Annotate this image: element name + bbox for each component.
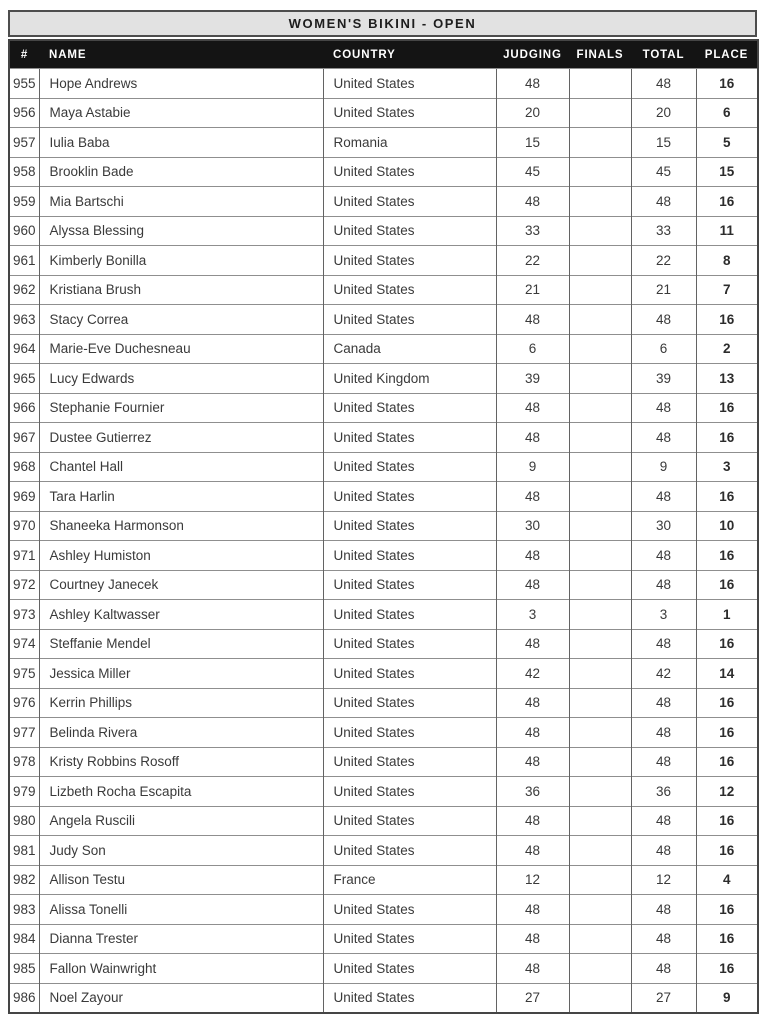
competitor-country: United States — [323, 983, 496, 1013]
finals-score — [569, 983, 631, 1013]
place-rank: 12 — [696, 777, 758, 807]
total-score: 48 — [631, 895, 696, 925]
finals-score — [569, 954, 631, 984]
total-score: 48 — [631, 423, 696, 453]
total-score: 30 — [631, 511, 696, 541]
place-rank: 3 — [696, 452, 758, 482]
competitor-name: Belinda Rivera — [39, 718, 323, 748]
competitor-country: France — [323, 865, 496, 895]
table-row — [9, 747, 758, 777]
competitor-country: United States — [323, 246, 496, 276]
table-row — [9, 157, 758, 187]
finals-score — [569, 541, 631, 571]
competitor-country: United States — [323, 836, 496, 866]
judging-score: 48 — [496, 747, 569, 777]
competitor-country: Canada — [323, 334, 496, 364]
total-score: 48 — [631, 747, 696, 777]
competitor-country: United States — [323, 187, 496, 217]
competitor-number: 962 — [9, 275, 39, 305]
judging-score: 22 — [496, 246, 569, 276]
finals-score — [569, 836, 631, 866]
competitor-name: Kristy Robbins Rosoff — [39, 747, 323, 777]
table-title-bar — [8, 10, 757, 37]
finals-score — [569, 216, 631, 246]
competitor-country: United States — [323, 541, 496, 571]
table-row — [9, 452, 758, 482]
place-rank: 15 — [696, 157, 758, 187]
competitor-name: Kristiana Brush — [39, 275, 323, 305]
judging-score: 48 — [496, 806, 569, 836]
place-rank: 5 — [696, 128, 758, 158]
table-row — [9, 836, 758, 866]
competitor-country: United States — [323, 718, 496, 748]
competitor-number: 970 — [9, 511, 39, 541]
judging-score: 48 — [496, 187, 569, 217]
table-row — [9, 334, 758, 364]
place-rank: 14 — [696, 659, 758, 689]
competitor-number: 983 — [9, 895, 39, 925]
table-row — [9, 806, 758, 836]
total-score: 48 — [631, 305, 696, 335]
competitor-country: United States — [323, 895, 496, 925]
place-rank: 16 — [696, 629, 758, 659]
competitor-number: 969 — [9, 482, 39, 512]
competitor-name: Lucy Edwards — [39, 364, 323, 394]
total-score: 48 — [631, 688, 696, 718]
competitor-country: United States — [323, 305, 496, 335]
competitor-number: 958 — [9, 157, 39, 187]
competitor-country: United States — [323, 570, 496, 600]
judging-score: 48 — [496, 954, 569, 984]
finals-score — [569, 747, 631, 777]
table-row — [9, 216, 758, 246]
place-rank: 16 — [696, 836, 758, 866]
judging-score: 9 — [496, 452, 569, 482]
place-rank: 16 — [696, 541, 758, 571]
competitor-number: 975 — [9, 659, 39, 689]
col-header-finals: FINALS — [569, 40, 631, 69]
judging-score: 48 — [496, 482, 569, 512]
competitor-name: Kimberly Bonilla — [39, 246, 323, 276]
finals-score — [569, 305, 631, 335]
total-score: 48 — [631, 482, 696, 512]
competitor-name: Chantel Hall — [39, 452, 323, 482]
total-score: 45 — [631, 157, 696, 187]
competitor-number: 967 — [9, 423, 39, 453]
competitor-name: Iulia Baba — [39, 128, 323, 158]
table-row — [9, 246, 758, 276]
competitor-number: 974 — [9, 629, 39, 659]
table-row — [9, 954, 758, 984]
place-rank: 16 — [696, 924, 758, 954]
judging-score: 45 — [496, 157, 569, 187]
competitor-number: 980 — [9, 806, 39, 836]
finals-score — [569, 659, 631, 689]
competitor-number: 960 — [9, 216, 39, 246]
place-rank: 16 — [696, 688, 758, 718]
total-score: 48 — [631, 629, 696, 659]
competitor-number: 981 — [9, 836, 39, 866]
finals-score — [569, 275, 631, 305]
table-row — [9, 629, 758, 659]
place-rank: 16 — [696, 747, 758, 777]
competitor-number: 978 — [9, 747, 39, 777]
table-row — [9, 777, 758, 807]
competitor-name: Ashley Kaltwasser — [39, 600, 323, 630]
col-header-country: COUNTRY — [323, 40, 496, 69]
judging-score: 48 — [496, 836, 569, 866]
col-header-judging: JUDGING — [496, 40, 569, 69]
results-table — [8, 39, 759, 1014]
finals-score — [569, 806, 631, 836]
place-rank: 7 — [696, 275, 758, 305]
judging-score: 48 — [496, 570, 569, 600]
table-row — [9, 364, 758, 394]
place-rank: 16 — [696, 393, 758, 423]
judging-score: 36 — [496, 777, 569, 807]
total-score: 22 — [631, 246, 696, 276]
competitor-country: United States — [323, 688, 496, 718]
table-row — [9, 924, 758, 954]
place-rank: 6 — [696, 98, 758, 128]
total-score: 48 — [631, 393, 696, 423]
competitor-country: United States — [323, 777, 496, 807]
table-body — [9, 69, 758, 1014]
total-score: 48 — [631, 541, 696, 571]
finals-score — [569, 98, 631, 128]
competitor-country: United States — [323, 423, 496, 453]
competitor-name: Brooklin Bade — [39, 157, 323, 187]
place-rank: 10 — [696, 511, 758, 541]
judging-score: 48 — [496, 895, 569, 925]
competitor-country: United States — [323, 747, 496, 777]
table-row — [9, 688, 758, 718]
judging-score: 3 — [496, 600, 569, 630]
competitor-number: 979 — [9, 777, 39, 807]
place-rank: 1 — [696, 600, 758, 630]
competitor-country: United States — [323, 659, 496, 689]
table-row — [9, 423, 758, 453]
competitor-name: Marie-Eve Duchesneau — [39, 334, 323, 364]
total-score: 12 — [631, 865, 696, 895]
total-score: 33 — [631, 216, 696, 246]
total-score: 48 — [631, 924, 696, 954]
competitor-number: 982 — [9, 865, 39, 895]
table-row — [9, 275, 758, 305]
competitor-name: Dianna Trester — [39, 924, 323, 954]
judging-score: 21 — [496, 275, 569, 305]
judging-score: 48 — [496, 423, 569, 453]
finals-score — [569, 511, 631, 541]
competitor-name: Kerrin Phillips — [39, 688, 323, 718]
competitor-number: 961 — [9, 246, 39, 276]
competitor-country: United States — [323, 954, 496, 984]
finals-score — [569, 629, 631, 659]
competitor-country: United States — [323, 452, 496, 482]
competitor-name: Mia Bartschi — [39, 187, 323, 217]
finals-score — [569, 364, 631, 394]
table-title: WOMEN'S BIKINI - OPEN — [288, 16, 477, 31]
competitor-country: United States — [323, 275, 496, 305]
finals-score — [569, 246, 631, 276]
finals-score — [569, 865, 631, 895]
judging-score: 42 — [496, 659, 569, 689]
total-score: 48 — [631, 836, 696, 866]
judging-score: 33 — [496, 216, 569, 246]
finals-score — [569, 157, 631, 187]
judging-score: 15 — [496, 128, 569, 158]
place-rank: 4 — [696, 865, 758, 895]
competitor-country: United States — [323, 482, 496, 512]
competitor-number: 964 — [9, 334, 39, 364]
finals-score — [569, 777, 631, 807]
table-row — [9, 895, 758, 925]
competitor-name: Hope Andrews — [39, 69, 323, 99]
col-header-place: PLACE — [696, 40, 758, 69]
place-rank: 16 — [696, 305, 758, 335]
total-score: 48 — [631, 718, 696, 748]
competitor-country: United States — [323, 157, 496, 187]
finals-score — [569, 423, 631, 453]
total-score: 27 — [631, 983, 696, 1013]
total-score: 48 — [631, 570, 696, 600]
judging-score: 48 — [496, 305, 569, 335]
total-score: 6 — [631, 334, 696, 364]
competitor-number: 957 — [9, 128, 39, 158]
competitor-name: Allison Testu — [39, 865, 323, 895]
competitor-number: 971 — [9, 541, 39, 571]
competitor-name: Shaneeka Harmonson — [39, 511, 323, 541]
competitor-country: United States — [323, 806, 496, 836]
finals-score — [569, 570, 631, 600]
table-row — [9, 659, 758, 689]
competitor-country: United States — [323, 216, 496, 246]
finals-score — [569, 452, 631, 482]
finals-score — [569, 334, 631, 364]
place-rank: 16 — [696, 895, 758, 925]
table-row — [9, 69, 758, 99]
competitor-name: Maya Astabie — [39, 98, 323, 128]
place-rank: 16 — [696, 423, 758, 453]
competitor-number: 973 — [9, 600, 39, 630]
competitor-number: 976 — [9, 688, 39, 718]
total-score: 20 — [631, 98, 696, 128]
place-rank: 16 — [696, 570, 758, 600]
place-rank: 16 — [696, 69, 758, 99]
finals-score — [569, 924, 631, 954]
total-score: 48 — [631, 954, 696, 984]
competitor-number: 968 — [9, 452, 39, 482]
competitor-number: 972 — [9, 570, 39, 600]
header-row — [9, 40, 758, 69]
competitor-country: United States — [323, 629, 496, 659]
judging-score: 27 — [496, 983, 569, 1013]
col-header-name: NAME — [39, 40, 323, 69]
competitor-name: Courtney Janecek — [39, 570, 323, 600]
place-rank: 16 — [696, 482, 758, 512]
judging-score: 48 — [496, 688, 569, 718]
judging-score: 20 — [496, 98, 569, 128]
total-score: 48 — [631, 806, 696, 836]
competitor-name: Lizbeth Rocha Escapita — [39, 777, 323, 807]
competitor-name: Jessica Miller — [39, 659, 323, 689]
competitor-name: Tara Harlin — [39, 482, 323, 512]
competitor-number: 965 — [9, 364, 39, 394]
competitor-country: United States — [323, 600, 496, 630]
judging-score: 39 — [496, 364, 569, 394]
judging-score: 30 — [496, 511, 569, 541]
competitor-name: Ashley Humiston — [39, 541, 323, 571]
table-row — [9, 541, 758, 571]
total-score: 39 — [631, 364, 696, 394]
total-score: 48 — [631, 187, 696, 217]
finals-score — [569, 688, 631, 718]
competitor-number: 984 — [9, 924, 39, 954]
judging-score: 48 — [496, 541, 569, 571]
competitor-country: United States — [323, 393, 496, 423]
competitor-name: Stacy Correa — [39, 305, 323, 335]
results-sheet — [8, 10, 757, 1014]
competitor-name: Angela Ruscili — [39, 806, 323, 836]
competitor-name: Stephanie Fournier — [39, 393, 323, 423]
competitor-number: 986 — [9, 983, 39, 1013]
place-rank: 8 — [696, 246, 758, 276]
total-score: 36 — [631, 777, 696, 807]
finals-score — [569, 393, 631, 423]
place-rank: 11 — [696, 216, 758, 246]
judging-score: 48 — [496, 393, 569, 423]
judging-score: 48 — [496, 69, 569, 99]
competitor-country: Romania — [323, 128, 496, 158]
competitor-name: Alissa Tonelli — [39, 895, 323, 925]
place-rank: 16 — [696, 954, 758, 984]
total-score: 15 — [631, 128, 696, 158]
competitor-number: 963 — [9, 305, 39, 335]
finals-score — [569, 187, 631, 217]
table-row — [9, 718, 758, 748]
competitor-number: 966 — [9, 393, 39, 423]
competitor-number: 977 — [9, 718, 39, 748]
judging-score: 6 — [496, 334, 569, 364]
place-rank: 16 — [696, 187, 758, 217]
competitor-country: United Kingdom — [323, 364, 496, 394]
judging-score: 48 — [496, 924, 569, 954]
total-score: 42 — [631, 659, 696, 689]
table-row — [9, 865, 758, 895]
competitor-number: 959 — [9, 187, 39, 217]
competitor-name: Steffanie Mendel — [39, 629, 323, 659]
competitor-country: United States — [323, 924, 496, 954]
judging-score: 48 — [496, 718, 569, 748]
table-row — [9, 511, 758, 541]
finals-score — [569, 128, 631, 158]
finals-score — [569, 482, 631, 512]
total-score: 48 — [631, 69, 696, 99]
total-score: 3 — [631, 600, 696, 630]
place-rank: 13 — [696, 364, 758, 394]
judging-score: 48 — [496, 629, 569, 659]
total-score: 21 — [631, 275, 696, 305]
finals-score — [569, 718, 631, 748]
finals-score — [569, 69, 631, 99]
place-rank: 9 — [696, 983, 758, 1013]
competitor-country: United States — [323, 98, 496, 128]
competitor-name: Dustee Gutierrez — [39, 423, 323, 453]
finals-score — [569, 895, 631, 925]
col-header-number: # — [9, 40, 39, 69]
place-rank: 16 — [696, 806, 758, 836]
judging-score: 12 — [496, 865, 569, 895]
place-rank: 2 — [696, 334, 758, 364]
table-row — [9, 570, 758, 600]
competitor-country: United States — [323, 511, 496, 541]
competitor-name: Fallon Wainwright — [39, 954, 323, 984]
table-row — [9, 128, 758, 158]
place-rank: 16 — [696, 718, 758, 748]
competitor-name: Alyssa Blessing — [39, 216, 323, 246]
competitor-name: Noel Zayour — [39, 983, 323, 1013]
competitor-name: Judy Son — [39, 836, 323, 866]
competitor-number: 956 — [9, 98, 39, 128]
competitor-number: 955 — [9, 69, 39, 99]
table-row — [9, 98, 758, 128]
table-row — [9, 600, 758, 630]
table-row — [9, 305, 758, 335]
finals-score — [569, 600, 631, 630]
table-row — [9, 983, 758, 1013]
table-row — [9, 187, 758, 217]
total-score: 9 — [631, 452, 696, 482]
table-row — [9, 482, 758, 512]
col-header-total: TOTAL — [631, 40, 696, 69]
table-row — [9, 393, 758, 423]
competitor-country: United States — [323, 69, 496, 99]
competitor-number: 985 — [9, 954, 39, 984]
